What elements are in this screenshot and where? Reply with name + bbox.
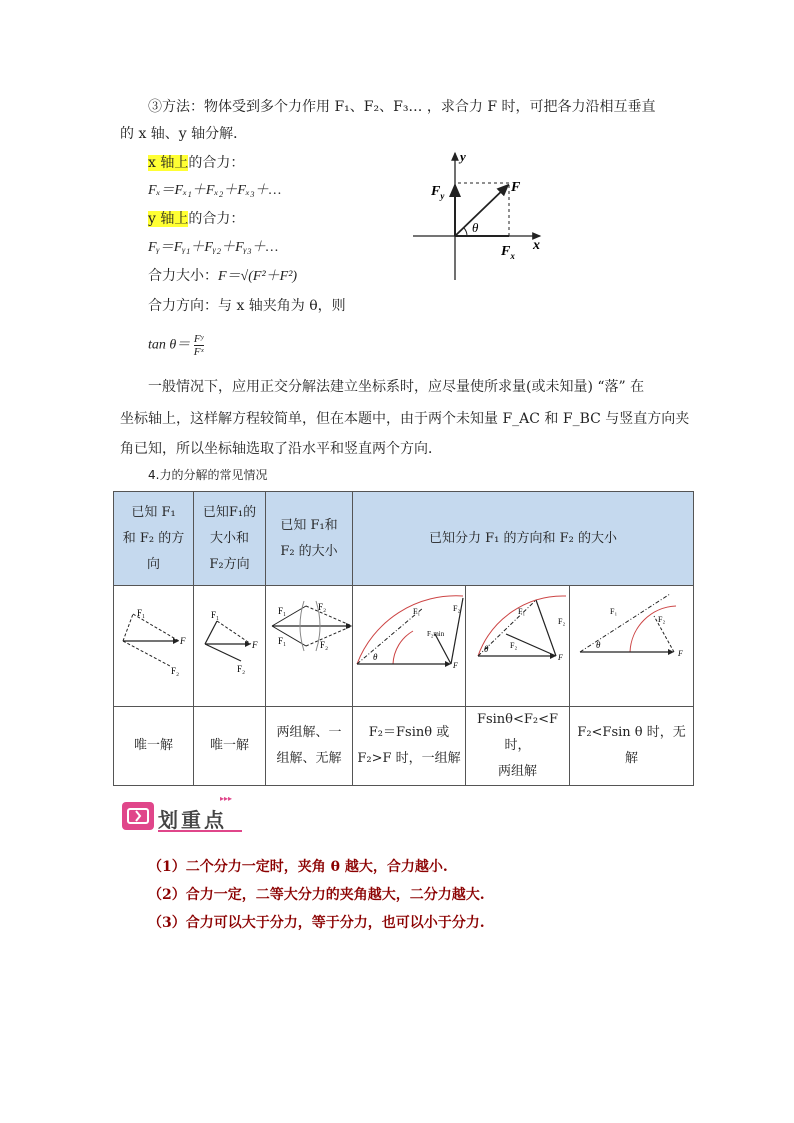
direction-line: 合力方向：与 x 轴夹角为 θ，则 (148, 298, 346, 314)
figure-cell (194, 586, 266, 707)
svg-text:F₁: F₁ (518, 607, 526, 616)
header-cell: 已知F₁的 大小和 F₂方向 (194, 492, 266, 586)
svg-text:F₂: F₂ (320, 640, 329, 650)
svg-text:F: F (453, 661, 458, 670)
fig-magnitude-direction (195, 586, 265, 696)
svg-text:F₂: F₂ (236, 664, 245, 674)
key-points-title: 划重点 (158, 808, 227, 832)
y-axis-heading (148, 209, 244, 229)
svg-text:F₁: F₁ (278, 606, 287, 616)
key-point-1: （1）二个分力一定时，夹角 θ 越大，合力越小. (148, 859, 448, 875)
svg-text:F₂: F₂ (558, 617, 566, 626)
header-cell: 已知分力 F₁ 的方向和 F₂ 的大小 (353, 492, 694, 586)
key-point-2: （2）合力一定，二等大分力的夹角越大，二分力越大. (148, 887, 485, 903)
result-cell: F₂＝Fsinθ 或 F₂>F 时，一组解 (353, 707, 466, 786)
fx-label: $F_x$ (501, 244, 515, 261)
fx-formula: Fₓ＝Fₓ₁＋Fₓ₂＋Fₓ₃＋… (148, 183, 282, 198)
header-cell: 已知 F₁ 和 F₂ 的方 向 (114, 492, 194, 586)
svg-text:F: F (678, 649, 683, 658)
tan-label: tan θ＝ (148, 337, 191, 353)
fy-label: $F_y$ (431, 184, 445, 201)
fig-no-solution (570, 586, 694, 696)
svg-text:F: F (251, 640, 257, 650)
svg-text:F₂: F₂ (658, 615, 666, 624)
axis-figure (405, 145, 555, 285)
tan-numerator: Fʸ (193, 333, 204, 345)
svg-text:F: F (558, 653, 563, 662)
figure-cell (353, 586, 466, 707)
tan-formula (148, 333, 204, 358)
f-label: F (511, 180, 521, 195)
decomposition-table (113, 491, 694, 786)
svg-text:F₁: F₁ (210, 610, 219, 620)
key-points-badge (122, 794, 244, 834)
title-underline (158, 830, 242, 832)
fig-two-directions (115, 586, 193, 696)
resultant-vector (455, 185, 508, 236)
y-axis-suffix: 的合力： (188, 211, 245, 227)
y-axis-label: y 轴上 (148, 211, 189, 227)
result-cell: Fsinθ<F₂<F 时， 两组解 (466, 707, 570, 786)
paragraph-line-1: 一般情况下，应用正交分解法建立坐标系时，应尽量使所求量(或未知量) “落” 在 (148, 379, 645, 395)
svg-text:F₁: F₁ (413, 607, 421, 616)
figure-cell (266, 586, 353, 707)
method-line-2: 的 x 轴、y 轴分解． (120, 126, 248, 142)
paragraph-line-3: 角已知，所以坐标轴选取了沿水平和竖直两个方向． (120, 441, 442, 457)
tan-denominator: Fˣ (193, 346, 204, 358)
svg-text:θ: θ (484, 644, 489, 654)
table-title: 4.力的分解的常见情况 (148, 468, 268, 482)
result-cell: 两组解、一 组解、无解 (266, 707, 353, 786)
pen-icon (122, 802, 154, 830)
svg-text:F₂min: F₂min (427, 630, 445, 638)
y-label: y (460, 149, 466, 164)
table-figure-row (114, 586, 694, 707)
svg-text:F₁: F₁ (278, 636, 287, 646)
fy-formula: Fᵧ＝Fᵧ₁＋Fᵧ₂＋Fᵧ₃＋… (148, 240, 279, 255)
magnitude-label: 合力大小： (148, 268, 218, 284)
figure-cell (570, 586, 694, 707)
fig-two-magnitudes (266, 586, 353, 696)
svg-text:F₂: F₂ (453, 604, 461, 613)
x-label: x (533, 238, 540, 253)
svg-text:F₂: F₂ (170, 666, 179, 676)
figure-cell (466, 586, 570, 707)
theta-label: θ (472, 220, 479, 235)
svg-text:F₂: F₂ (510, 641, 518, 650)
svg-text:θ: θ (373, 652, 378, 662)
fig-two-solutions (466, 586, 570, 696)
svg-text:θ: θ (596, 640, 601, 650)
arrows-icon: ▸▸▸ (220, 794, 233, 803)
header-cell: 已知 F₁和 F₂ 的大小 (266, 492, 353, 586)
x-axis-suffix: 的合力： (188, 155, 245, 171)
result-cell: 唯一解 (114, 707, 194, 786)
magnitude-line (148, 266, 297, 287)
x-axis-label: x 轴上 (148, 155, 189, 171)
svg-text:F₂: F₂ (318, 602, 327, 612)
key-point-3: （3）合力可以大于分力，等于分力，也可以小于分力. (148, 915, 485, 931)
method-line-1: ③方法：物体受到多个力作用 F₁、F₂、F₃… ，求合力 F 时，可把各力沿相互垂直 (148, 99, 656, 115)
result-cell: F₂<Fsin θ 时，无 解 (570, 707, 694, 786)
paragraph-line-2: 坐标轴上，这样解方程较简单，但在本题中，由于两个未知量 F_AC 和 F_BC 与竖直方向夹 (120, 411, 690, 427)
fig-one-solution (353, 586, 466, 696)
magnitude-formula: F＝√(F²＋F²) (218, 269, 298, 284)
result-cell: 唯一解 (194, 707, 266, 786)
svg-text:F₁: F₁ (610, 607, 618, 616)
svg-text:F: F (179, 636, 185, 646)
x-axis-heading (148, 153, 244, 173)
svg-text:F₁: F₁ (136, 608, 145, 618)
table-header-row (114, 492, 694, 586)
table-result-row (114, 707, 694, 786)
figure-cell (114, 586, 194, 707)
